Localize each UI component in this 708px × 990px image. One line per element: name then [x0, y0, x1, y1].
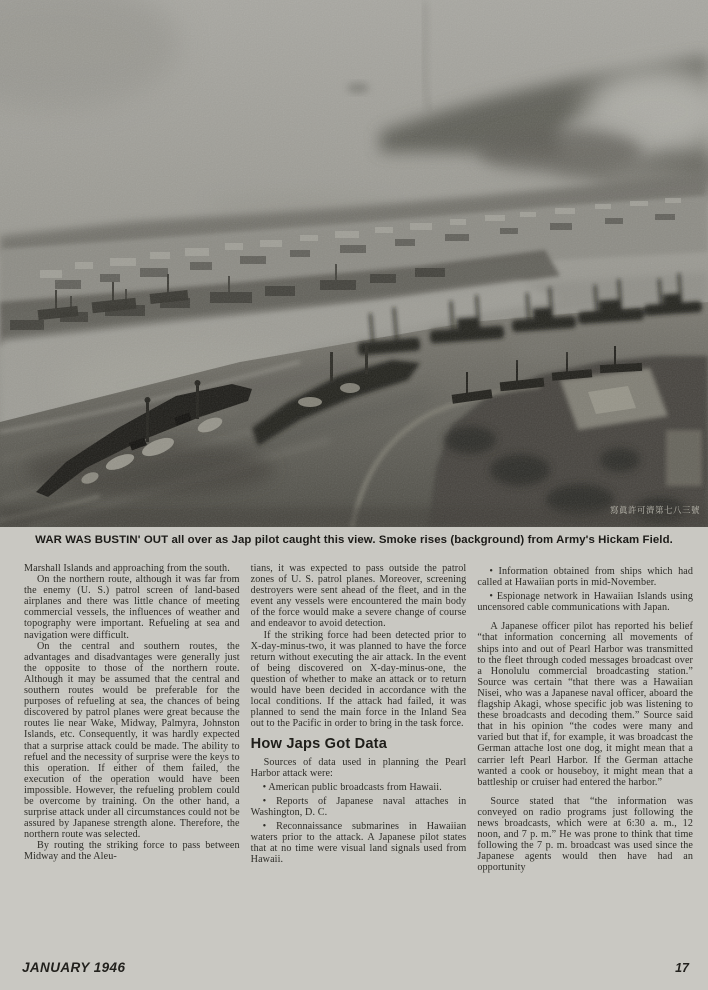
bullet-item: • American public broadcasts from Hawaii.: [262, 781, 442, 793]
article-columns: [24, 563, 693, 963]
page-footer: [22, 960, 689, 975]
body-paragraph: On the central and southern routes, the advantages and disadvantages were generally just the opposite to those of the northern route. Although it may be assumed that the central and southern routes would be preferable for the purposes of refueling at sea, the chances of being discovered by patrol planes were great because the routes lie near Wake, Midway, Palmyra, Johnston Islands, etc. Consequently, it was hardly expected that a surprise attack could be made. The ability to refuel and the necessity of surprise were the keys to this operation. If either of them failed, the execution of the operation would have been impossible. However, the refueling problem could be overcome by training. On the other hand, a surprise attack under all circumstances could not be assured by Japanese strength alone. Therefore, the northern route was selected.: [24, 640, 240, 841]
photo-caption: [0, 534, 708, 546]
bullet-item: • Reconnaissance submarines in Hawaiian waters prior to the attack. A Japanese pilot states that at no time were visual land signals used from Hawaii.: [250, 820, 467, 866]
article-column-3: [477, 563, 693, 963]
article-column-2: [251, 563, 467, 963]
bullet-item: • Reports of Japanese naval attaches in Washington, D. C.: [250, 795, 467, 818]
issue-date: JANUARY 1946: [22, 960, 126, 975]
body-paragraph: Source stated that “the information was conveyed on radio programs just following the news broadcasts, which were at 6:30 a. m., 12 noon, and 7 p. m.” He was prone to think that time following the 7 p. m. broadcast was used since the Japanese agents would then have had an opportunity: [477, 795, 693, 874]
page-number: 17: [675, 961, 689, 975]
body-paragraph: A Japanese officer pilot has reported his belief “that information concerning all movements of ships into and out of Pearl Harbor was transmitted to the fleet through coded messages broadcast over a Honolulu commercial broadcasting station.” Source was certain “that there was a Hawaiian Nisei, who was a Japanese naval officer, aboard the flagship Akagi, whose specific job was listening to these broadcasts and decoding them.” Source said that in his opinion “the codes were many and varied but that if, for example, it was broadcast the German attache lost one dog, it might mean that a carrier left Pearl Harbor. If the German attache wanted a cook or houseboy, it might mean that a battleship or cruiser had entered the harbor.”: [477, 621, 693, 788]
bullet-item: • Espionage network in Hawaiian Islands using uncensored cable communications with Japan.: [477, 591, 693, 614]
section-heading: How Japs Got Data: [250, 736, 388, 753]
body-paragraph: On the northern route, although it was far from the enemy (U. S.) patrol screen of land-based airplanes and there was little chance of meeting commercial vessels, the influences of weather and topography were important. Refueling at sea and navigation were difficult.: [24, 574, 240, 641]
body-paragraph: Sources of data used in planning the Pearl Harbor attack were:: [250, 756, 467, 779]
photo-censor-stamp-text: 寫眞許可濟第七八三號: [609, 506, 700, 516]
caption-lead-text: WAR WAS BUSTIN' OUT: [35, 534, 169, 546]
body-paragraph: If the striking force had been detected prior to X-day-minus-two, it was planned to have the force return without executing the air attack. In the event of being discovered on X-day-minus-one, the question of whether to make an attack or to return would have been decided in accordance with the local conditions. If the attack had failed, it was planned to send the main force in the Inland Sea out to the Pacific in order to bring in the task force.: [250, 629, 467, 730]
body-paragraph: By routing the striking force to pass between Midway and the Aleu-: [24, 840, 240, 863]
body-paragraph: Marshall Islands and approaching from the south.: [24, 563, 230, 574]
body-paragraph: tians, it was expected to pass outside the patrol zones of U. S. patrol planes. Moreover, screening destroyers were sent ahead of the fleet, and in the event any vessels were encountered the main body of the force would make a severe change of course and endeavor to avoid detection.: [250, 563, 467, 630]
article-column-1: [24, 563, 240, 963]
bullet-item: • Information obtained from ships which had called at Hawaiian ports in mid-November.: [477, 566, 693, 589]
caption-rest-text: all over as Jap pilot caught this view. Smoke rises (background) from Army's Hickam Field.: [168, 534, 673, 546]
